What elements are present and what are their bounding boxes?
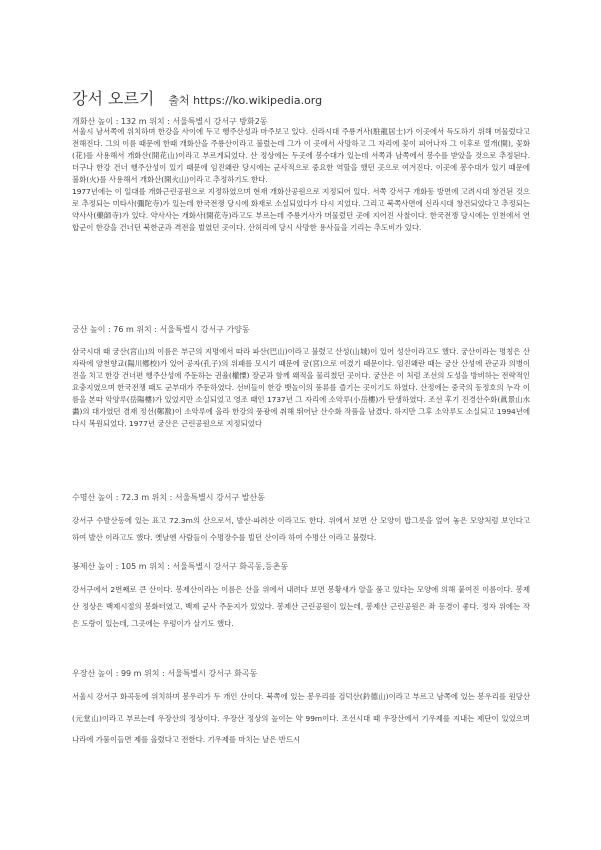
section-body-sumyeongsan: 강서구 수발산동에 있는 표고 72.3m의 산으로서, 발산·파려산 이라고도 한다. 위에서 보면 산 모양이 밥그릇을 엎어 놓은 모양처럼 보인다고 하여 발산 이라고도 했다. 옛날엔 사람들이 수명장수를 빌던 산이라 하여 수명산 이라고 불렸다.	[72, 516, 530, 542]
section-meta-sumyeongsan: 수명산 높이 : 72.3 m 위치 : 서울특별시 강서구 발산동	[72, 493, 265, 502]
page-title: 강서 오르기	[72, 89, 155, 108]
section-body-gaehwasan: 서울시 남서쪽에 위치하며 한강을 사이에 두고 행주산성과 마주보고 있다. 신라시대 주룡거사(駐龍居士)가 이곳에서 득도하기 위해 머물렀다고 전해진다. 그의 이름 때문에 한때 개화산을 주룡산이라고 불렀는데 그가 이 곳에서 사망하고 그 자리에 꽃이 피어나자 그 이후로 열개(開), 꽃화(花)를 사용해서 개화산(開花山)이라고 부르게되었다. 산 정상에는 두곳에 봉수대가 있는데 서쪽과 남쪽에서 봉수를 받았을 것으로 추정된다. 더구나 한강 건너 행주산성이 있기 때문에 임진왜란 당시에는 군사적으로 중요한 역할을 했던 곳으로 여겨진다. 이곳에 봉수대가 있기 때문에 불화(火)를 사용해서 개화산(開火山)이라고 추정하기도 한다. 1977년에는 이 일대를 개화근린공원으로 지정하였으며 현재 개화산공원으로 지정되어 있다. 서쪽 강서구 개화동 방면에 고려시대 창건된 것으로 추정되는 미타사(彌陀寺)가 있는데 한국전쟁 당시에 화재로 소실되었다가 다시 지었다. 그리고 북쪽사면에 신라시대 창건되었다고 추정되는 약사사(藥師寺)가 있다. 약사사는 개화사(開花寺)라고도 부르는데 주룡거사가 머물렀던 곳에 지어진 사찰이다. 한국전쟁 당시에는 인천에서 연합군이 한강을 건너던 북한군과 격전을 벌였던 곳이다. 산허리에 당시 사망한 용사들을 기리는 추도비가 있다.	[72, 127, 530, 232]
section-body-bongjesan: 강서구에서 2번째로 큰 산이다. 봉제산이라는 이름은 산을 위에서 내려다 보면 봉황새가 알을 품고 있다는 모양에 의해 붙여진 이름이다. 봉제산 정상은 백제시절의 봉화터였고, 백제 군사 주둔지가 있었다. 봉제산 근린공원이 있는데, 봉제산 근린공원은 좌 등경이 좋다. 정자 위에는 작은 도랑이 있는데, 그곳에는 우렁이가 살기도 했다.	[72, 585, 530, 628]
source-link[interactable]: 출처 https://ko.wikipedia.org	[168, 94, 323, 107]
title-line	[72, 86, 532, 109]
section-meta-gaehwasan: 개화산 높이 : 132 m 위치 : 서울특별시 강서구 방화2동	[72, 117, 268, 126]
section-body-ujangsan: 서울시 강서구 화곡동에 위치하며 봉우리가 두 개인 산이다. 북쪽에 있는 봉우리를 검덕산(鈐德山)이라고 부르고 남쪽에 있는 봉우리를 원당산(元堂山)이라고 부르는데 우장산의 정상이다. 우장산 정상의 높이는 약 99m이다. 조선시대 때 우장산에서 기우제를 지내는 제단이 있었으며 나라에 가뭄이들면 제를 올렸다고 전한다. 기우제를 마치는 날은 반드시	[72, 692, 530, 744]
section-meta-bongjesan: 봉제산 높이 : 105 m 위치 : 서울특별시 강서구 화곡동,등촌동	[72, 562, 289, 571]
section-body-gungsan: 삼국시대 때 궁산(宮山)의 이름은 부근의 지명에서 따라 파산(巴山)이라고 불렸고 산성(山城)이 있어 성산이라고도 했다. 궁산이라는 명칭은 산자락에 양천향교(陽川鄕校)가 있어 공자(孔子)의 위패를 모시기 때문에 궁(宮)으로 여겼기 때문이다. 임진왜란 때는 궁산 산성에 관군과 의병이 진을 치고 한강 건너편 행주산성에 주둔하는 권율(權慄) 장군과 함께 왜적을 물리쳤던 곳이다. 궁산은 이 처럼 조선의 도성을 방비하는 전략적인 요충지였으며 한국전쟁 때도 군부대가 주둔하였다. 선비들이 한강 뱃놀이의 풍류를 즐기는 곳이기도 하였다. 산정에는 중국의 동정호의 누각 이름을 본따 악양루(岳陽樓)가 있었지만 소실되었고 영조 때인 1737년 그 자리에 소악루(小岳樓)가 탄생하였다. 조선 후기 진경산수화(眞景山水畵)의 대가였던 겸재 정선(鄭敾)이 소악루에 올라 한강의 풍광에 취해 뛰어난 산수화 작품을 남겼다. 하지만 그후 소악루도 소실되고 1994년에 다시 복원되었다. 1977년 궁산은 근린공원으로 지정되었다	[72, 347, 530, 428]
section-meta-ujangsan: 우장산 높이 : 99 m 위치 : 서울특별시 강서구 화곡동	[72, 669, 258, 678]
section-meta-gungsan: 궁산 높이 : 76 m 위치 : 서울특별시 강서구 가양동	[72, 325, 250, 334]
